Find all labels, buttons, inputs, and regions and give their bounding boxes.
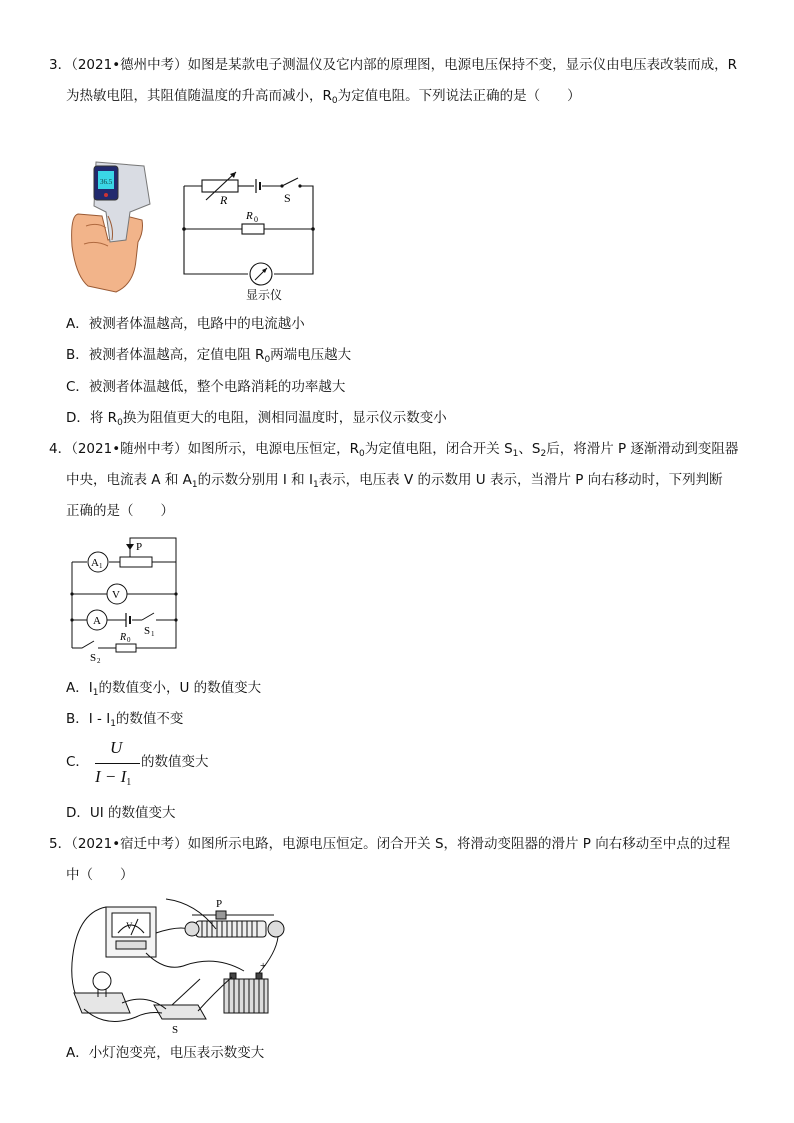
thermometer-gun-image — [66, 156, 166, 296]
svg-text:0: 0 — [254, 215, 258, 224]
q3-option-d: D．将 $R_0$换为阻值更大的电阻，测相同温度时，显示仪示数变小 — [66, 410, 447, 428]
q3-option-a: A．被测者体温越高，电路中的电流越小 — [66, 316, 305, 332]
q3-option-b: B．被测者体温越高，定值电阻 $R_0$两端电压越大 — [66, 347, 352, 365]
svg-text:36.5: 36.5 — [100, 178, 113, 186]
resistor-r0 — [242, 224, 264, 234]
label-p: P — [216, 898, 223, 910]
svg-text:V: V — [126, 921, 133, 931]
q4-stem-line1: 4．（2021•随州中考）如图所示，电源电压恒定，$R_0$为定值电阻，闭合开关 $S_1$、$S_2$后，将滑片 P 逐渐滑动到变阻器 — [49, 441, 739, 459]
rheostat — [120, 557, 152, 567]
q4-option-a: A．$I_1$的数值变小，U 的数值变大 — [66, 680, 262, 698]
q4-option-c-label: C． — [66, 754, 89, 770]
battery — [224, 979, 268, 1013]
label-plus: + — [260, 960, 267, 972]
q4-option-c-text: 的数值变大 — [141, 754, 209, 770]
svg-text:1: 1 — [99, 562, 103, 570]
q4-option-b: B．I - $I_1$的数值不变 — [66, 711, 184, 729]
q5-circuit-illustration — [66, 893, 292, 1033]
bulb — [93, 972, 111, 990]
q5-stem-line2: 中（ ） — [66, 867, 134, 883]
q3-stem-line2: 为热敏电阻，其阻值随温度的升高而减小，$R_0$为定值电阻。下列说法正确的是（ ） — [66, 88, 581, 106]
q5-option-a: A．小灯泡变亮，电压表示数变大 — [66, 1045, 265, 1061]
q5-stem-line1: 5．（2021•宿迁中考）如图所示电路，电源电压恒定。闭合开关 S，将滑动变阻器的滑片 P 向右移动至中点的过程 — [49, 836, 731, 852]
label-r0: R — [120, 632, 127, 643]
svg-text:2: 2 — [97, 657, 101, 665]
thermistor-r — [202, 180, 238, 192]
bulb-base — [74, 993, 130, 1013]
label-s1: S — [144, 625, 151, 637]
label-s: S — [172, 1024, 179, 1033]
q3-option-c: C．被测者体温越低，整个电路消耗的功率越大 — [66, 379, 346, 395]
display-label: 显示仪 — [246, 288, 283, 302]
label-r: R — [220, 193, 228, 207]
svg-text:V: V — [112, 589, 120, 601]
q4-stem-line3: 正确的是（ ） — [66, 503, 174, 519]
fraction-bar — [95, 763, 140, 764]
label-r0: R — [246, 210, 253, 222]
q3-stem-line1: 3．（2021•德州中考）如图是某款电子测温仪及它内部的原理图，电源电压保持不变，显示仪由电压表改装而成，R — [49, 57, 738, 73]
q4-option-d: D．UI 的数值变大 — [66, 805, 176, 821]
label-s2: S — [90, 652, 97, 664]
q4-option-c-fraction: U $I - I_1$ — [92, 736, 142, 796]
label-s: S — [284, 191, 291, 205]
resistor-r0 — [116, 644, 136, 652]
svg-text:0: 0 — [127, 636, 131, 644]
q4-stem-line2: 中央，电流表 A 和 $A_1$的示数分别用 I 和 $I_1$表示，电压表 V 的示数用 U 表示，当滑片 P 向右移动时，下列判断 — [66, 472, 723, 490]
svg-text:A: A — [91, 557, 99, 569]
svg-text:1: 1 — [151, 630, 155, 638]
svg-text:A: A — [93, 615, 101, 627]
label-p: P — [136, 541, 143, 553]
q4-circuit-diagram — [66, 530, 186, 666]
switch-base — [154, 1005, 206, 1019]
